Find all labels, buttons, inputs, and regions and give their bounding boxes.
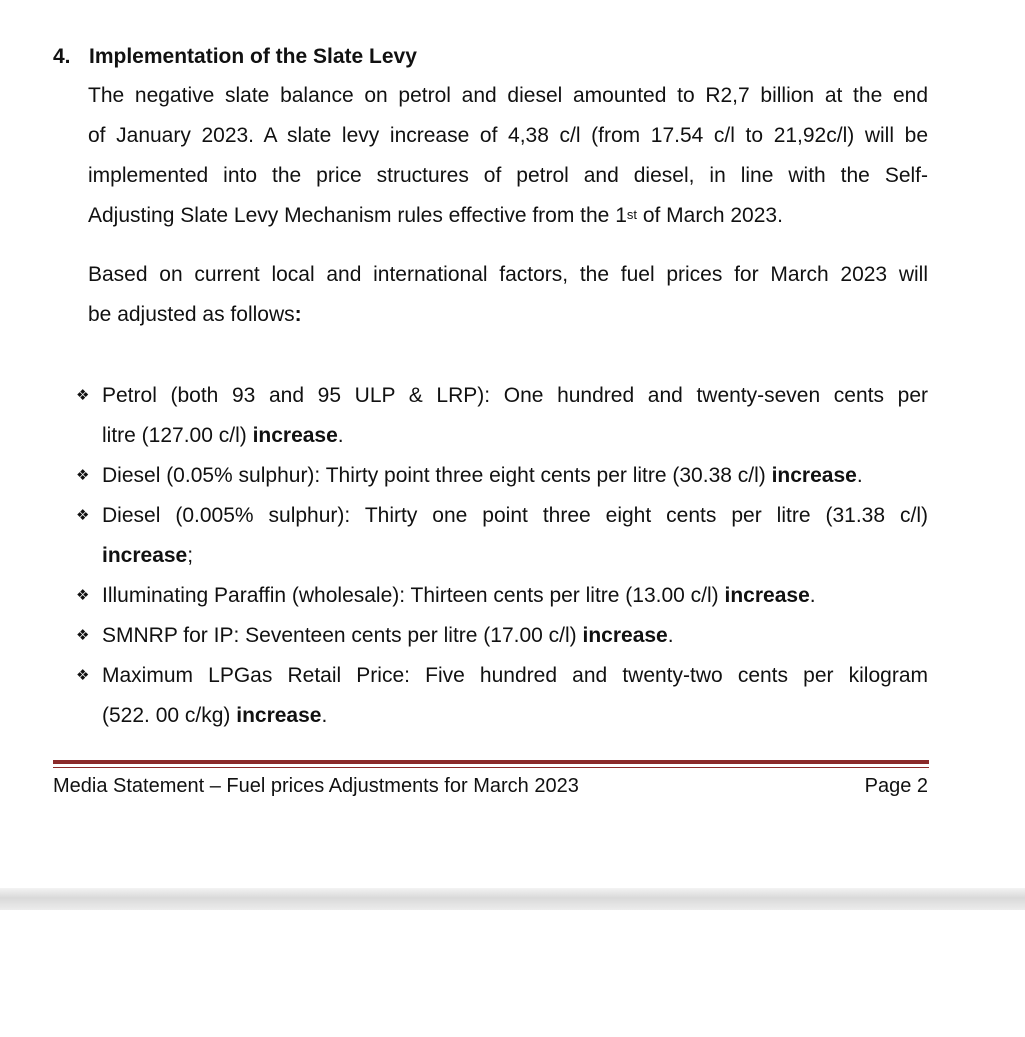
- list-item: [76, 576, 928, 616]
- diamond-bullet-icon: ❖: [76, 627, 90, 644]
- list-item-value: Illuminating Paraffin (wholesale): Thirteen cents per litre (13.00 c/l): [102, 584, 725, 607]
- list-item-text: [102, 696, 928, 736]
- increase-label: increase: [236, 704, 322, 727]
- list-item: [76, 616, 928, 656]
- list-item-text: [102, 616, 928, 656]
- footer-title: Media Statement – Fuel prices Adjustments for March 2023: [53, 775, 579, 797]
- list-item-text: Diesel (0.005% sulphur): Thirty one point three eight cents per litre (31.38 c/l): [102, 504, 928, 527]
- list-item-text: [102, 536, 928, 576]
- paragraph-line: The negative slate balance on petrol and diesel amounted to R2,7 billion at the end: [88, 84, 928, 107]
- diamond-bullet-icon: ❖: [76, 667, 90, 684]
- fuel-price-adjustments-list: [76, 376, 928, 736]
- paragraph-line: of January 2023. A slate levy increase of 4,38 c/l (from 17.54 c/l to 21,92c/l) will be: [88, 124, 928, 147]
- slate-balance-paragraph: [88, 76, 928, 236]
- paragraph-line: implemented into the price structures of petrol and diesel, in line with the Self-: [88, 164, 928, 187]
- paragraph-line: Based on current local and international factors, the fuel prices for March 2023 will: [88, 263, 928, 286]
- increase-label: increase: [771, 464, 857, 487]
- list-item-text: Maximum LPGas Retail Price: Five hundred and twenty-two cents per kilogram: [102, 664, 928, 687]
- punctuation: .: [667, 624, 674, 647]
- footer-divider: [53, 760, 929, 764]
- section-heading: [53, 43, 417, 71]
- section-title: Implementation of the Slate Levy: [89, 45, 417, 68]
- punctuation: .: [856, 464, 863, 487]
- increase-label: increase: [724, 584, 810, 607]
- diamond-bullet-icon: ❖: [76, 467, 90, 484]
- page-separator: [0, 888, 1025, 910]
- adjustment-intro-paragraph: [88, 255, 928, 335]
- paragraph-line: [88, 196, 928, 236]
- list-item-value: (522. 00 c/kg): [102, 704, 237, 727]
- next-page: [0, 910, 1025, 1037]
- list-item-text: Petrol (both 93 and 95 ULP & LRP): One hundred and twenty-seven cents per: [102, 384, 928, 407]
- paragraph-text: Adjusting Slate Levy Mechanism rules effective from the 1: [88, 204, 627, 227]
- list-item: [76, 376, 928, 456]
- diamond-bullet-icon: ❖: [76, 507, 90, 524]
- list-item-value: litre (127.00 c/l): [102, 424, 253, 447]
- list-item-value: SMNRP for IP: Seventeen cents per litre (17.00 c/l): [102, 624, 583, 647]
- list-item: [76, 456, 928, 496]
- list-item: [76, 656, 928, 736]
- page-number: Page 2: [864, 775, 928, 797]
- paragraph-text: be adjusted as follows: [88, 303, 295, 326]
- section-number: 4.: [53, 45, 71, 68]
- paragraph-colon: :: [294, 303, 302, 326]
- punctuation: .: [321, 704, 328, 727]
- increase-label: increase: [582, 624, 668, 647]
- diamond-bullet-icon: ❖: [76, 387, 90, 404]
- footer-divider-thin: [53, 767, 929, 768]
- list-item-text: [102, 416, 928, 456]
- punctuation: .: [809, 584, 816, 607]
- punctuation: .: [337, 424, 344, 447]
- diamond-bullet-icon: ❖: [76, 587, 90, 604]
- increase-label: increase: [252, 424, 338, 447]
- paragraph-text: of March 2023.: [637, 204, 783, 227]
- paragraph-line: [88, 295, 928, 335]
- increase-label: increase: [102, 544, 188, 567]
- list-item-text: [102, 456, 928, 496]
- list-item-value: Diesel (0.05% sulphur): Thirty point three eight cents per litre (30.38 c/l): [102, 464, 772, 487]
- list-item-text: [102, 576, 928, 616]
- ordinal-superscript: st: [626, 207, 637, 222]
- list-item: [76, 496, 928, 576]
- punctuation: ;: [187, 544, 194, 567]
